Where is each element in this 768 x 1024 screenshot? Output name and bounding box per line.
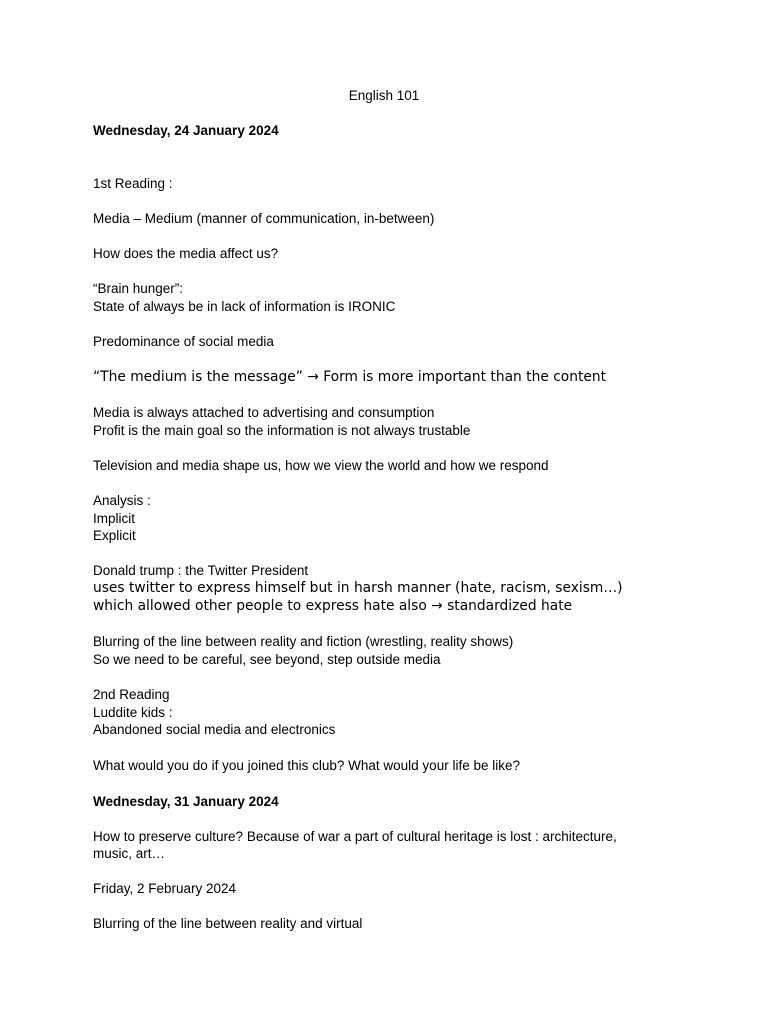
advertising-note: Media is always attached to advertising and consumption xyxy=(93,405,435,420)
culture-line-1: How to preserve culture? Because of war a part of cultural heritage is lost : architecture, xyxy=(93,829,617,844)
date-heading-2-february: Friday, 2 February 2024 xyxy=(93,881,237,896)
club-question: What would you do if you joined this club? What would your life be like? xyxy=(93,758,520,773)
trump-line-1: uses twitter to express himself but in harsh manner (hate, racism, sexism…) xyxy=(93,580,623,596)
predominance-social-media: Predominance of social media xyxy=(93,334,274,349)
date-heading-24-january: Wednesday, 24 January 2024 xyxy=(93,123,279,138)
careful-note: So we need to be careful, see beyond, step outside media xyxy=(93,652,441,667)
brain-hunger-label: “Brain hunger”: xyxy=(93,281,184,296)
blurring-virtual-note: Blurring of the line between reality and virtual xyxy=(93,916,363,931)
trump-heading: Donald trump : the Twitter President xyxy=(93,563,309,578)
question-media-affect: How does the media affect us? xyxy=(93,246,279,261)
luddite-kids-label: Luddite kids : xyxy=(93,705,173,720)
analysis-label: Analysis : xyxy=(93,493,151,508)
culture-line-2: music, art… xyxy=(93,846,166,861)
first-reading-heading: 1st Reading : xyxy=(93,176,173,191)
date-heading-31-january: Wednesday, 31 January 2024 xyxy=(93,794,279,809)
document-title: English 101 xyxy=(348,88,420,103)
analysis-explicit: Explicit xyxy=(93,528,136,543)
second-reading-heading: 2nd Reading xyxy=(93,687,170,702)
medium-is-message: “The medium is the message” → Form is more important than the content xyxy=(93,369,607,385)
trump-line-2: which allowed other people to express hate also → standardized hate xyxy=(93,598,573,614)
profit-note: Profit is the main goal so the information is not always trustable xyxy=(93,423,471,438)
media-definition: Media – Medium (manner of communication, in-between) xyxy=(93,211,435,226)
analysis-implicit: Implicit xyxy=(93,511,136,526)
television-note: Television and media shape us, how we view the world and how we respond xyxy=(93,458,549,473)
brain-hunger-text: State of always be in lack of information is IRONIC xyxy=(93,299,396,314)
abandoned-note: Abandoned social media and electronics xyxy=(93,722,336,737)
blurring-fiction-note: Blurring of the line between reality and fiction (wrestling, reality shows) xyxy=(93,634,514,649)
